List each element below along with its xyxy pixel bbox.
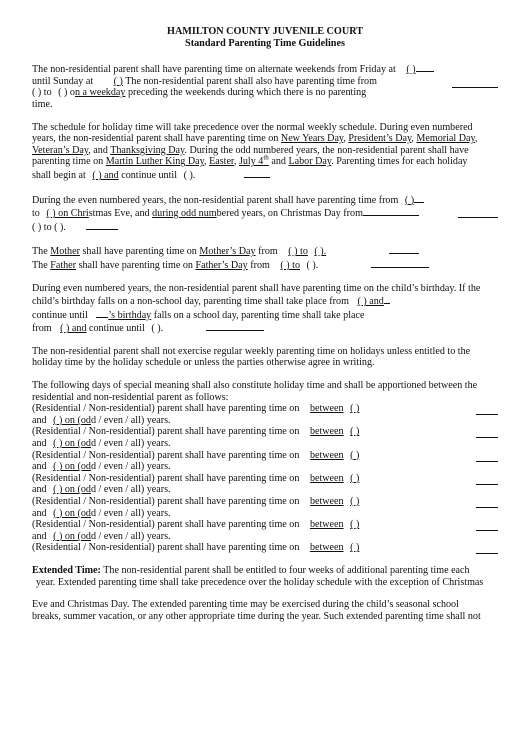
special-text: residential and non-residential parent as follows: (32, 391, 229, 403)
parents-text: shall have parenting time on (82, 246, 197, 258)
special-day-end-field[interactable]: ( ) on (od (53, 461, 91, 473)
birthday-paragraph (32, 283, 498, 335)
special-day-end-field[interactable]: ( ) on (od (53, 530, 91, 542)
mothers-day-start-field[interactable]: ( ) to (288, 246, 308, 258)
birthday-text: falls on a school day, parenting time shall take place (153, 309, 365, 321)
parents-text: The (32, 246, 48, 258)
special-day-text: (Residential / Non-residential) parent shall have parenting time on (32, 496, 300, 507)
holiday-end-field[interactable]: ( ). (183, 169, 196, 181)
special-day-text: (Residential / Non-residential) parent shall have parenting time on (32, 472, 300, 484)
birthday-text: child’s birthday falls on a non-school day, parenting time shall take place from (32, 296, 349, 308)
holiday-text: shall begin at (32, 169, 86, 181)
holiday-presidents: President’s Day (348, 133, 412, 145)
holiday-text: The schedule for holiday time will take precedence over the normal weekly schedule. During even numbered (32, 121, 473, 133)
extended-time-label: Extended Time: (32, 564, 101, 576)
birthday-text: continue until (89, 323, 145, 335)
christmas-day-line[interactable] (363, 206, 419, 216)
holiday-text: , and (88, 144, 108, 156)
christmas-text: stmas Eve, and (88, 208, 150, 220)
birthday-text: from (32, 323, 52, 335)
special-day-line[interactable] (476, 428, 498, 438)
weekday-text: n a weekday (74, 87, 126, 99)
special-day-name-field[interactable]: between (309, 542, 344, 554)
holiday-veterans: Veteran’s Day (32, 144, 89, 156)
birthday-start-field[interactable]: ( ) and (357, 296, 384, 308)
birthday-end-line[interactable] (96, 308, 108, 318)
special-day-end-field[interactable]: ( ) on (od (53, 414, 91, 426)
fathers-day-line[interactable] (371, 258, 429, 268)
special-text: The following days of special meaning shall also constitute holiday time and shall be apportioned between the (32, 380, 478, 392)
special-day-start-field[interactable]: ( ) (350, 542, 360, 554)
holiday-paragraph: The schedule for holiday time will take precedence over the normal weekly schedule. During even numbered years, the non-residential parent shall have parenting time on New Years Day, President’s Day, Memorial Day, Veteran’s Day, and Thanksgiving Day. During the odd numbered years, the non-residential parent shall have parenting time on Martin Luther King Day, Easter, July 4th and Labor Day. Parenting times for each holiday shall begin at ( ) and continue until ( ). (32, 121, 478, 181)
christmas-end-line[interactable] (86, 220, 118, 230)
special-day-start-field[interactable]: ( ) (350, 472, 360, 484)
holiday-end-line[interactable] (244, 168, 270, 178)
special-day-row (32, 450, 498, 462)
special-day-line[interactable] (476, 544, 498, 554)
holiday-new-years: New Years Day (280, 133, 344, 145)
birthday-text: During even numbered years, the non-residential parent shall have parenting time on the child’s birthday. If the (32, 282, 481, 294)
extended-text: breaks, summer vacation, or any other appropriate time during the year. Such extended parenting time shall not (32, 610, 481, 622)
christmas-text: ( ) to ( ). (32, 221, 66, 233)
special-day-row (32, 496, 498, 508)
exception-text: The non-residential parent shall not exercise regular weekly parenting time on holidays unless entitled to the (32, 345, 471, 357)
extended-time-paragraph (32, 565, 498, 588)
birthday-text: ’s birthday (108, 309, 152, 321)
christmas-text: to (32, 208, 40, 220)
fathers-day-end-field[interactable]: ( ). (306, 259, 319, 271)
special-day-text: (Residential / Non-residential) parent shall have parenting time on (32, 519, 300, 531)
special-day-start-field[interactable]: ( ) (350, 449, 360, 461)
weekday-blank-line[interactable] (452, 78, 498, 88)
weekend-text: until Sunday at (32, 75, 94, 87)
special-day-end-field[interactable]: ( ) on (od (53, 438, 91, 450)
special-day-line[interactable] (476, 452, 498, 462)
special-day-end-field[interactable]: ( ) on (od (53, 484, 91, 496)
holiday-text: . During the odd numbered years, the non-residential parent shall have (184, 144, 469, 156)
holiday-thanksgiving: Thanksgiving Day (110, 144, 185, 156)
weekend-text: The non-residential parent shall also have parenting time from (125, 75, 377, 87)
holiday-labor: Labor Day (288, 156, 332, 168)
special-day-end-field[interactable]: ( ) on (od (53, 507, 91, 519)
mothers-day-end-field[interactable]: ( ). (314, 246, 327, 258)
school-day-start-field[interactable]: ( ) and (60, 323, 87, 335)
special-day-row (32, 426, 498, 438)
special-day-name-field[interactable]: between (309, 449, 344, 461)
parents-text: The (32, 259, 48, 271)
special-day-row (32, 508, 498, 520)
special-day-name-field[interactable]: between (309, 426, 344, 438)
special-day-row (32, 484, 498, 496)
special-day-row (32, 542, 498, 554)
holiday-text: parenting time on (32, 156, 104, 168)
exception-text: holiday time by the holiday schedule or unless the parties otherwise agree in writing. (32, 357, 375, 369)
birthday-start-line[interactable] (384, 294, 390, 304)
mothers-day-line[interactable] (389, 244, 419, 254)
special-day-years[interactable]: d / even / all) years. (90, 461, 171, 473)
special-day-text: (Residential / Non-residential) parent shall have parenting time on (32, 403, 300, 415)
special-days-paragraph (32, 380, 498, 554)
weekend-paragraph (32, 62, 498, 110)
mother-label: Mother (50, 246, 80, 258)
christmas-paragraph (32, 193, 498, 234)
holiday-text: and (271, 156, 286, 168)
special-day-text: and (32, 507, 47, 519)
friday-time-field[interactable]: ( ) (406, 64, 416, 76)
special-day-years[interactable]: d / even / all) years. (90, 530, 171, 542)
special-day-text: (Residential / Non-residential) parent shall have parenting time on (32, 542, 300, 554)
special-day-row (32, 531, 498, 543)
holiday-july-th: th (263, 153, 269, 162)
special-day-text: (Residential / Non-residential) parent shall have parenting time on (32, 426, 300, 438)
christmas-text: During the even numbered years, the non-residential parent shall have parenting time from (32, 194, 399, 206)
extended-text: year. Extended parenting time shall take precedence over the holiday schedule with the exception of Christmas (36, 576, 484, 588)
special-day-start-field[interactable]: ( ) (350, 426, 360, 438)
parents-text: shall have parenting time on (78, 259, 193, 271)
christmas-start-line[interactable] (414, 193, 424, 203)
holiday-easter: Easter (209, 156, 234, 168)
fathers-day-start-field[interactable]: ( ) to (280, 259, 301, 271)
special-day-row (32, 473, 498, 485)
christmas-start-field[interactable]: ( ) (404, 194, 415, 206)
special-day-line[interactable] (476, 405, 498, 415)
special-day-text: and (32, 438, 47, 450)
parents-day-paragraph (32, 244, 498, 271)
holiday-memorial: Memorial Day (416, 133, 475, 145)
holiday-july-4: July 4 (238, 156, 264, 168)
court-title: HAMILTON COUNTY JUVENILE COURT (167, 26, 363, 37)
special-day-text: and (32, 530, 47, 542)
special-day-years[interactable]: d / even / all) years. (90, 484, 171, 496)
christmas-text: during odd num (152, 208, 217, 220)
special-day-start-field[interactable]: ( ) (350, 519, 360, 531)
special-day-start-field[interactable]: ( ) (350, 403, 360, 415)
special-day-row (32, 438, 498, 450)
friday-time-line[interactable] (416, 62, 434, 72)
weekly-exception-paragraph (32, 346, 498, 369)
holiday-start-field[interactable]: ( ) and (92, 169, 119, 181)
special-day-years[interactable]: d / even / all) years. (90, 438, 171, 450)
special-day-row (32, 415, 498, 427)
christmas-eve-field[interactable]: ( ) on Chri (46, 208, 89, 220)
school-day-end-line[interactable] (206, 321, 264, 331)
fathers-day-label: Father’s Day (195, 259, 248, 271)
special-days-list (32, 403, 498, 554)
special-day-years[interactable]: d / even / all) years. (90, 507, 171, 519)
special-day-line[interactable] (476, 521, 498, 531)
special-day-text: and (32, 461, 47, 473)
special-day-name-field[interactable]: between (309, 472, 344, 484)
holiday-mlk: Martin Luther King Day (105, 156, 205, 168)
christmas-eve-paragraph (32, 599, 498, 622)
father-label: Father (50, 259, 77, 271)
special-day-line[interactable] (476, 498, 498, 508)
special-day-row (32, 461, 498, 473)
document-subtitle: Standard Parenting Time Guidelines (185, 37, 345, 49)
special-day-line[interactable] (476, 475, 498, 485)
extended-text: The non-residential parent shall be entitled to four weeks of additional parenting time each (103, 564, 470, 576)
holiday-text: continue until (121, 169, 178, 181)
special-day-text: and (32, 484, 47, 496)
special-day-text: (Residential / Non-residential) parent shall have parenting time on (32, 449, 300, 461)
weekend-text: ( ) o (58, 87, 75, 99)
special-day-row (32, 519, 498, 531)
sunday-time-field[interactable]: ( ) (113, 75, 123, 87)
christmas-text: bered years, on Christmas Day from (216, 208, 363, 220)
special-day-years[interactable]: d / even / all) years. (90, 414, 171, 426)
mothers-day-label: Mother’s Day (199, 246, 256, 258)
special-day-name-field[interactable]: between (309, 519, 344, 531)
holiday-text: years, the non-residential parent shall have parenting time on (32, 133, 279, 145)
special-day-row (32, 403, 498, 415)
weekend-text: The non-residential parent shall have parenting time on alternate weekends from Friday at (32, 64, 396, 76)
christmas-day-line-2[interactable] (458, 208, 498, 218)
weekend-text: preceding the weekends during which there is no parenting (127, 87, 367, 99)
weekend-text: ( ) to (32, 87, 52, 99)
parents-text: from (250, 259, 270, 271)
weekend-text: time. (32, 98, 53, 110)
parents-text: from (258, 246, 278, 258)
holiday-text: . Parenting times for each holiday (331, 156, 468, 168)
special-day-name-field[interactable]: between (309, 403, 344, 415)
special-day-name-field[interactable]: between (309, 496, 344, 507)
extended-text: Eve and Christmas Day. The extended parenting time may be exercised during the child’s seasonal school (32, 599, 459, 611)
birthday-text: continue until (32, 309, 88, 321)
special-day-start-field[interactable]: ( ) (350, 496, 360, 507)
school-day-end-field[interactable]: ( ). (151, 323, 164, 335)
special-day-text: and (32, 414, 47, 426)
